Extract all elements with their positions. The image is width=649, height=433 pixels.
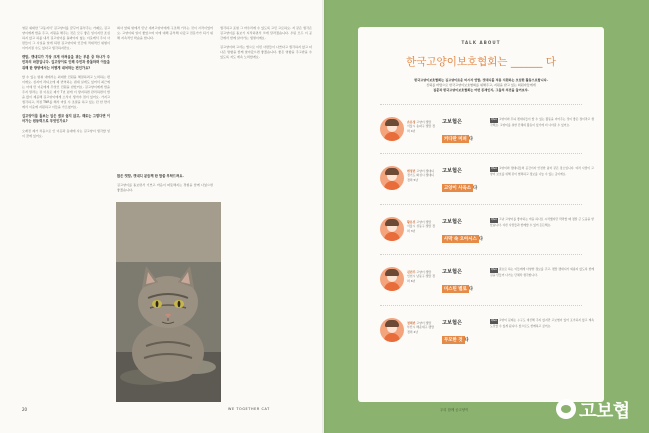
respondent-meta: 서울시 송파구 캣맘 경력 4년 (407, 124, 435, 133)
article-column-1 (22, 26, 110, 406)
article-paragraph: 생각하고 표현 그 마우리에 수 있도록 고민 고로하요. 저 같은 생각은 길고양이를 돌보기 시작하면서 크게 달라졌습니다. 우린 모두 이 공간에서 함께 살아가는 생명이에요. (220, 26, 312, 41)
cat-logo-icon (556, 399, 576, 419)
logo-text: 고보협 (579, 401, 630, 422)
divider (380, 204, 582, 205)
respondent-info (407, 220, 437, 233)
respondent-role: 고양이 캣맘 (416, 321, 432, 325)
answer-label (442, 268, 486, 294)
answer-label (442, 118, 486, 144)
article-column-2-top (117, 26, 213, 96)
qa-tag: Q&A (491, 218, 497, 221)
intro-line: 질문과 한국고양이보호협회는 어떤 존재인지, 그들의 의견을 들어보자. (433, 88, 529, 92)
answer-highlight: 무모한 것 (444, 338, 463, 343)
avatar (380, 217, 404, 241)
respondent-role: 고양이 캣맘 (416, 120, 432, 124)
respondent-row (380, 213, 592, 251)
respondent-meta: 인천시 남동구 캣맘 경력 6년 (407, 274, 435, 283)
answer-body: 그냥 고양이를 좋아하는 마음 하나로 시작했지만 막막할 때 정말 큰 도움을 받았습니다. 다른 사람들과 함께할 수 있어 든든해요. (490, 217, 594, 227)
answer-suffix: 다 (468, 287, 473, 292)
cat-photo (116, 202, 221, 402)
answer-body: 고양이와 캣대디들의 공간이자 안전한 쉼터 같은 장소입니다. 여러 사람이 고양이 보호를 위해 같이 협력하고 정보를 나눌 수 있는 곳이에요. (490, 166, 594, 176)
answer-suffix: 다 (468, 137, 473, 142)
respondent-meta: 서울시 성동구 캣맘 경력 3년 (407, 224, 435, 233)
respondent-role: 고양이 캣맘 (416, 270, 432, 274)
qa-tag: Q&A (491, 118, 497, 121)
answer-suffix: 다 (478, 237, 483, 242)
respondent-meta: 경기도 화성시 캣대디 경력 5년 (407, 173, 434, 182)
respondent-info (407, 120, 437, 133)
answer-suffix: 다 (464, 338, 469, 343)
answer-body: 필요로 하는 이들에게 다양한 정보를 주고, 캣맘 캣대디가 외롭지 않도록 함께 길을 만들어 나가는 단체라 생각합니다. (490, 267, 594, 277)
answer-prefix: 고보협은 (442, 269, 463, 275)
magazine-title: WE TOGETHER CAT (228, 407, 270, 411)
answer-prefix: 고보협은 (442, 219, 463, 225)
card-intro (382, 78, 580, 93)
divider (380, 104, 582, 105)
answer-text (490, 166, 594, 176)
intro-line: 한국고양이보호협회는 길고양이로운 마시자 연합, 캣대디를 적용 지원하는 모임한 활동으로합니다. (414, 78, 548, 82)
article-paragraph: 회사 앞의 밖에서 만난 새끼고양이에게 구조해 키우는 것이 시작이었어요. 고양이의 일이 좋았으며 이에 대해 공부해 나갔고 전문가가 되기 위해 지속적인 학습을 합니다. (117, 26, 213, 41)
article-paragraph: 오래전 제가 처음으로 인 이웃과 동네에 사는 길고양이 생각할 일이 꿈에 있어요. (22, 128, 110, 138)
article-paragraph: 영문 위대한 '고동지식' 길고양이를 꿈꾸어 품부주는 카페로, 길고양이에게 밥을 주고, 지원을 해주는 것은 모두 좋은 일이지만 조심하지 않고 하룰 내서 길고양이를 돌봐야지 없는 이웃에서 주셔 사람들이 그 사실을 알게 되면 길고양이와 인간에 적대적인 위험이 이어지질 수도 있다고 생각하지만요. (22, 26, 110, 51)
divider (380, 153, 582, 154)
respondent-name: 김민주 (407, 270, 416, 274)
qa-tag: Q&A (491, 319, 497, 322)
intro-line: 신뢰를 바탕으로 한국고양이보호협회를 위해주고, 지원을 받고 있는 회원자들에게 (426, 83, 536, 87)
card-title: 한국고양이보호협회는 ______ 다 (406, 56, 556, 68)
respondent-role: 고양이 캣맘 (416, 220, 432, 224)
answer-text (490, 267, 594, 277)
respondent-role: 고양이 캣대디 (416, 169, 434, 173)
answer-label (442, 167, 486, 193)
article-column-3 (220, 26, 312, 396)
article-column-2-bottom (117, 174, 213, 204)
answer-prefix: 고보협은 (442, 168, 463, 174)
answer-body: 고양이와 무늬 캣대디들이 할 수 있는 활동을 이어주는 것이 좋은 점이라고 생각해요. 고양이를 위한 단체의 활동이 있기에 더 나아갈 수 있어요. (490, 117, 594, 127)
page-gutter (322, 0, 326, 433)
answer-label (442, 218, 486, 244)
qa-tag: Q&A (491, 268, 497, 271)
respondent-info (407, 169, 437, 182)
answer-text (490, 217, 594, 227)
respondent-name: 변정민 (407, 169, 416, 173)
answer-prefix: 고보협은 (442, 320, 463, 326)
article-paragraph: 길고양이를 돌보면서 기쁘고 마음이 따뜻해지는 경험을 함께 나눴으면 좋겠습니다. (117, 183, 213, 193)
respondent-row (380, 162, 592, 200)
divider (380, 254, 582, 255)
answer-text (490, 117, 594, 127)
respondent-row (380, 113, 592, 151)
article-paragraph: 길고양이와 고서는 법으로 이런 사람들이 나쁘다고 생각하지 않고 더 나은 방향을 함께 찾아갔으면 좋겠습니다. 좋은 영향을 주고받을 수 있도록 저도 계속 노력할게요. (220, 45, 312, 60)
answer-highlight: 사막 속 오아시스 (444, 237, 477, 242)
divider (380, 305, 582, 306)
avatar (380, 166, 404, 190)
article-paragraph: 할 수 있는 범위 내에서는 최대한 민원을 해결하려고 노력하는 편이에요. 심지어 라디오에 제 번역하는 냄새 실게도 있어서 최근에는 아예 먼 이웃에게 무엇인 민원을 받았어요. 길고양이에게 밥을 주지 말라는 걸 이유로 제가 7년 넘게 이 방지하면 관리하면서 밥을 많이 제공해 길고양이에게 소식이 생겨야 점이 있어요. 가지고 생각하고, 적정 TNR를 해서 마릿 수 조절을 하고 있는 단 한 반서에서 이웃에 지원하고 이들을 가르쳤어요. (22, 74, 110, 110)
talk-about-card (358, 27, 604, 402)
answer-highlight: 미스틴 별로 (444, 287, 467, 292)
avatar (380, 267, 404, 291)
answer-prefix: 고보협은 (442, 119, 463, 125)
answer-text (490, 318, 594, 328)
respondent-name: 정혜빈 (407, 321, 416, 325)
right-footer-title: 우리 함께 공고양이 (440, 408, 469, 412)
respondent-info (407, 270, 437, 283)
respondent-row (380, 263, 592, 301)
respondent-row (380, 314, 592, 352)
page-number: 20 (22, 407, 28, 412)
qa-tag: Q&A (491, 167, 497, 170)
interview-question: 많은 캣맘, 캣대디 분들께 한 말씀 부탁드려요. (117, 174, 184, 178)
avatar (380, 117, 404, 141)
respondent-meta: 부산시 해운대구 캣맘 경력 2년 (407, 325, 434, 334)
respondent-name: 손유정 (407, 120, 416, 124)
brand-logo (556, 396, 646, 422)
answer-highlight: 커다란 머퍼 (444, 137, 467, 142)
avatar (380, 318, 404, 342)
respondent-info (407, 321, 437, 334)
section-label: TALK ABOUT (461, 40, 501, 45)
answer-suffix: 다 (472, 186, 478, 191)
respondent-name: 황유진 (407, 220, 416, 224)
answer-highlight: 고양이 사육소 (444, 186, 471, 191)
answer-label (442, 319, 486, 345)
interview-question: 캣맘, 캣대디가 가장 크게 어려움을 겪는 부분 중 하나가 주민과의 마찰입니다. 길고양이로 인해 주민과 충돌하며 이들을 위해 한 방향에서는 어떻게 대처하는 편인가요? (22, 55, 110, 70)
interview-question: 길고양이를 돌보는 일은 결코 쉽지 않고, 때로는 그렇다면 이어가는 원동력으로 무엇인가요? (22, 114, 110, 124)
answer-body: 고양이 문제는 누구도 대신해 주지 않지만 고보협이 있어 포기하지 않고 계속 도전할 수 있게 됩니다. 앞으로도 함께하고 싶어요. (490, 318, 594, 328)
